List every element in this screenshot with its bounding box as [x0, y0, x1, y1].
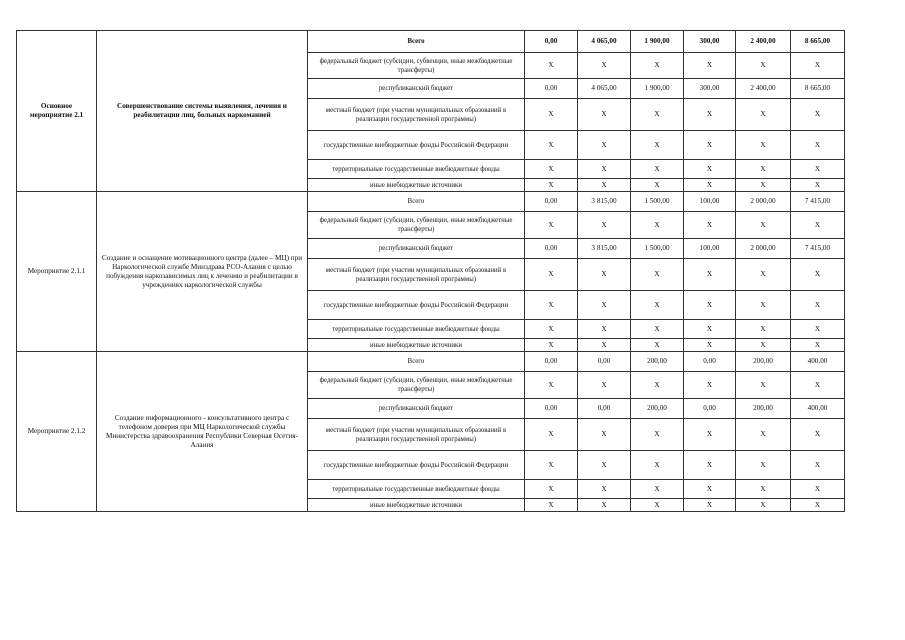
amount-cell: 0,00: [525, 31, 578, 53]
amount-cell: X: [791, 131, 845, 160]
amount-cell: X: [684, 179, 736, 192]
amount-cell: 3 815,00: [578, 192, 631, 212]
amount-cell: 1 900,00: [631, 79, 684, 99]
amount-cell: X: [578, 259, 631, 291]
amount-cell: X: [684, 99, 736, 131]
funding-source-cell: иные внебюджетные источники: [308, 499, 525, 512]
funding-source-cell: государственные внебюджетные фонды Российской Федерации: [308, 291, 525, 320]
amount-cell: 0,00: [578, 399, 631, 419]
amount-cell: X: [525, 291, 578, 320]
amount-cell: 4 065,00: [578, 79, 631, 99]
amount-cell: X: [736, 291, 791, 320]
amount-cell: X: [736, 99, 791, 131]
amount-cell: X: [525, 499, 578, 512]
amount-cell: X: [791, 179, 845, 192]
amount-cell: X: [578, 451, 631, 480]
funding-source-cell: федеральный бюджет (субсидии, субвенции, иные межбюджетные трансферты): [308, 53, 525, 79]
funding-source-cell: территориальные государственные внебюджетные фонды: [308, 160, 525, 179]
amount-cell: X: [578, 499, 631, 512]
amount-cell: X: [736, 179, 791, 192]
amount-cell: X: [525, 372, 578, 399]
activity-description-cell: Создание информационного - консультативного центра с телефоном доверия при МЦ Наркологической службы Министерства здравоохранения Республики Северная Осетия-Алания: [97, 352, 308, 512]
amount-cell: X: [525, 179, 578, 192]
amount-cell: X: [631, 259, 684, 291]
amount-cell: X: [578, 291, 631, 320]
amount-cell: X: [631, 212, 684, 239]
amount-cell: X: [736, 419, 791, 451]
amount-cell: 100,00: [684, 239, 736, 259]
amount-cell: 0,00: [578, 352, 631, 372]
amount-cell: X: [736, 451, 791, 480]
funding-source-cell: местный бюджет (при участии муниципальных образований в реализации государственной программы): [308, 99, 525, 131]
amount-cell: 0,00: [684, 352, 736, 372]
amount-cell: X: [684, 291, 736, 320]
amount-cell: 2 000,00: [736, 239, 791, 259]
funding-source-cell: местный бюджет (при участии муниципальных образований в реализации государственной программы): [308, 259, 525, 291]
amount-cell: X: [791, 212, 845, 239]
amount-cell: 0,00: [684, 399, 736, 419]
amount-cell: X: [736, 372, 791, 399]
amount-cell: X: [631, 53, 684, 79]
amount-cell: X: [525, 212, 578, 239]
amount-cell: X: [791, 339, 845, 352]
amount-cell: X: [525, 53, 578, 79]
funding-source-cell: территориальные государственные внебюджетные фонды: [308, 480, 525, 499]
amount-cell: X: [578, 179, 631, 192]
amount-cell: X: [791, 160, 845, 179]
amount-cell: X: [791, 451, 845, 480]
funding-source-cell: местный бюджет (при участии муниципальных образований в реализации государственной программы): [308, 419, 525, 451]
amount-cell: X: [791, 480, 845, 499]
amount-cell: 0,00: [525, 239, 578, 259]
amount-cell: 7 415,00: [791, 192, 845, 212]
funding-source-cell: Всего: [308, 192, 525, 212]
amount-cell: X: [631, 419, 684, 451]
amount-cell: X: [525, 480, 578, 499]
amount-cell: X: [791, 99, 845, 131]
amount-cell: X: [578, 160, 631, 179]
amount-cell: X: [791, 372, 845, 399]
amount-cell: 4 065,00: [578, 31, 631, 53]
amount-cell: 200,00: [631, 352, 684, 372]
amount-cell: X: [684, 320, 736, 339]
funding-source-cell: иные внебюджетные источники: [308, 179, 525, 192]
amount-cell: X: [736, 480, 791, 499]
amount-cell: X: [631, 131, 684, 160]
amount-cell: X: [684, 372, 736, 399]
amount-cell: 2 400,00: [736, 79, 791, 99]
amount-cell: X: [525, 131, 578, 160]
amount-cell: 1 900,00: [631, 31, 684, 53]
amount-cell: X: [736, 131, 791, 160]
amount-cell: X: [578, 53, 631, 79]
funding-source-cell: республиканский бюджет: [308, 399, 525, 419]
amount-cell: 300,00: [684, 31, 736, 53]
table-body: [17, 31, 845, 512]
amount-cell: 0,00: [525, 399, 578, 419]
amount-cell: 400,00: [791, 352, 845, 372]
amount-cell: X: [736, 212, 791, 239]
amount-cell: X: [684, 419, 736, 451]
activity-name-cell: Основное мероприятие 2.1: [17, 31, 97, 192]
amount-cell: X: [525, 419, 578, 451]
amount-cell: X: [631, 499, 684, 512]
amount-cell: X: [684, 212, 736, 239]
amount-cell: X: [791, 499, 845, 512]
amount-cell: X: [684, 53, 736, 79]
amount-cell: 7 415,00: [791, 239, 845, 259]
amount-cell: 3 815,00: [578, 239, 631, 259]
amount-cell: X: [578, 320, 631, 339]
amount-cell: X: [684, 451, 736, 480]
amount-cell: X: [525, 259, 578, 291]
amount-cell: X: [631, 320, 684, 339]
amount-cell: 200,00: [736, 399, 791, 419]
amount-cell: 100,00: [684, 192, 736, 212]
amount-cell: 400,00: [791, 399, 845, 419]
amount-cell: X: [578, 419, 631, 451]
table-row-total: [17, 31, 845, 53]
amount-cell: X: [791, 291, 845, 320]
amount-cell: X: [525, 339, 578, 352]
amount-cell: X: [578, 212, 631, 239]
amount-cell: X: [631, 339, 684, 352]
amount-cell: X: [578, 480, 631, 499]
amount-cell: X: [736, 499, 791, 512]
funding-table: [16, 30, 845, 512]
amount-cell: 1 500,00: [631, 239, 684, 259]
amount-cell: X: [525, 320, 578, 339]
amount-cell: X: [684, 131, 736, 160]
amount-cell: X: [791, 259, 845, 291]
amount-cell: X: [578, 372, 631, 399]
amount-cell: X: [631, 160, 684, 179]
amount-cell: X: [736, 320, 791, 339]
funding-source-cell: Всего: [308, 31, 525, 53]
amount-cell: X: [631, 480, 684, 499]
amount-cell: 200,00: [736, 352, 791, 372]
amount-cell: X: [684, 339, 736, 352]
funding-source-cell: иные внебюджетные источники: [308, 339, 525, 352]
amount-cell: 1 500,00: [631, 192, 684, 212]
amount-cell: X: [791, 320, 845, 339]
amount-cell: X: [684, 480, 736, 499]
funding-source-cell: Всего: [308, 352, 525, 372]
amount-cell: X: [684, 160, 736, 179]
amount-cell: X: [684, 259, 736, 291]
amount-cell: 0,00: [525, 192, 578, 212]
amount-cell: X: [736, 259, 791, 291]
funding-source-cell: федеральный бюджет (субсидии, субвенции, иные межбюджетные трансферты): [308, 212, 525, 239]
amount-cell: X: [791, 419, 845, 451]
amount-cell: 0,00: [525, 79, 578, 99]
funding-source-cell: территориальные государственные внебюджетные фонды: [308, 320, 525, 339]
activity-name-cell: Мероприятие 2.1.1: [17, 192, 97, 352]
amount-cell: X: [578, 339, 631, 352]
funding-source-cell: республиканский бюджет: [308, 79, 525, 99]
amount-cell: X: [578, 131, 631, 160]
amount-cell: 8 665,00: [791, 79, 845, 99]
amount-cell: X: [525, 451, 578, 480]
amount-cell: X: [631, 99, 684, 131]
amount-cell: 2 400,00: [736, 31, 791, 53]
table-row-total: [17, 352, 845, 372]
funding-source-cell: государственные внебюджетные фонды Российской Федерации: [308, 131, 525, 160]
amount-cell: X: [631, 179, 684, 192]
amount-cell: X: [631, 291, 684, 320]
amount-cell: 2 000,00: [736, 192, 791, 212]
amount-cell: X: [578, 99, 631, 131]
amount-cell: 0,00: [525, 352, 578, 372]
funding-source-cell: республиканский бюджет: [308, 239, 525, 259]
amount-cell: X: [525, 99, 578, 131]
amount-cell: X: [736, 160, 791, 179]
activity-name-cell: Мероприятие 2.1.2: [17, 352, 97, 512]
activity-description-cell: Совершенствование системы выявления, лечения и реабилитации лиц, больных наркоманией: [97, 31, 308, 192]
amount-cell: 300,00: [684, 79, 736, 99]
amount-cell: X: [525, 160, 578, 179]
amount-cell: X: [684, 499, 736, 512]
amount-cell: X: [791, 53, 845, 79]
table-row-total: [17, 192, 845, 212]
funding-source-cell: государственные внебюджетные фонды Российской Федерации: [308, 451, 525, 480]
activity-description-cell: Создание и оснащение мотивационного центра (далее – МЦ) при Наркологической службе Минздрава РСО-Алания с целью побуждения наркозависимых лиц к лечению и реабилитации в учреждениях наркологической службы: [97, 192, 308, 352]
amount-cell: X: [736, 53, 791, 79]
amount-cell: 8 665,00: [791, 31, 845, 53]
funding-source-cell: федеральный бюджет (субсидии, субвенции, иные межбюджетные трансферты): [308, 372, 525, 399]
amount-cell: X: [631, 372, 684, 399]
amount-cell: 200,00: [631, 399, 684, 419]
amount-cell: X: [736, 339, 791, 352]
amount-cell: X: [631, 451, 684, 480]
